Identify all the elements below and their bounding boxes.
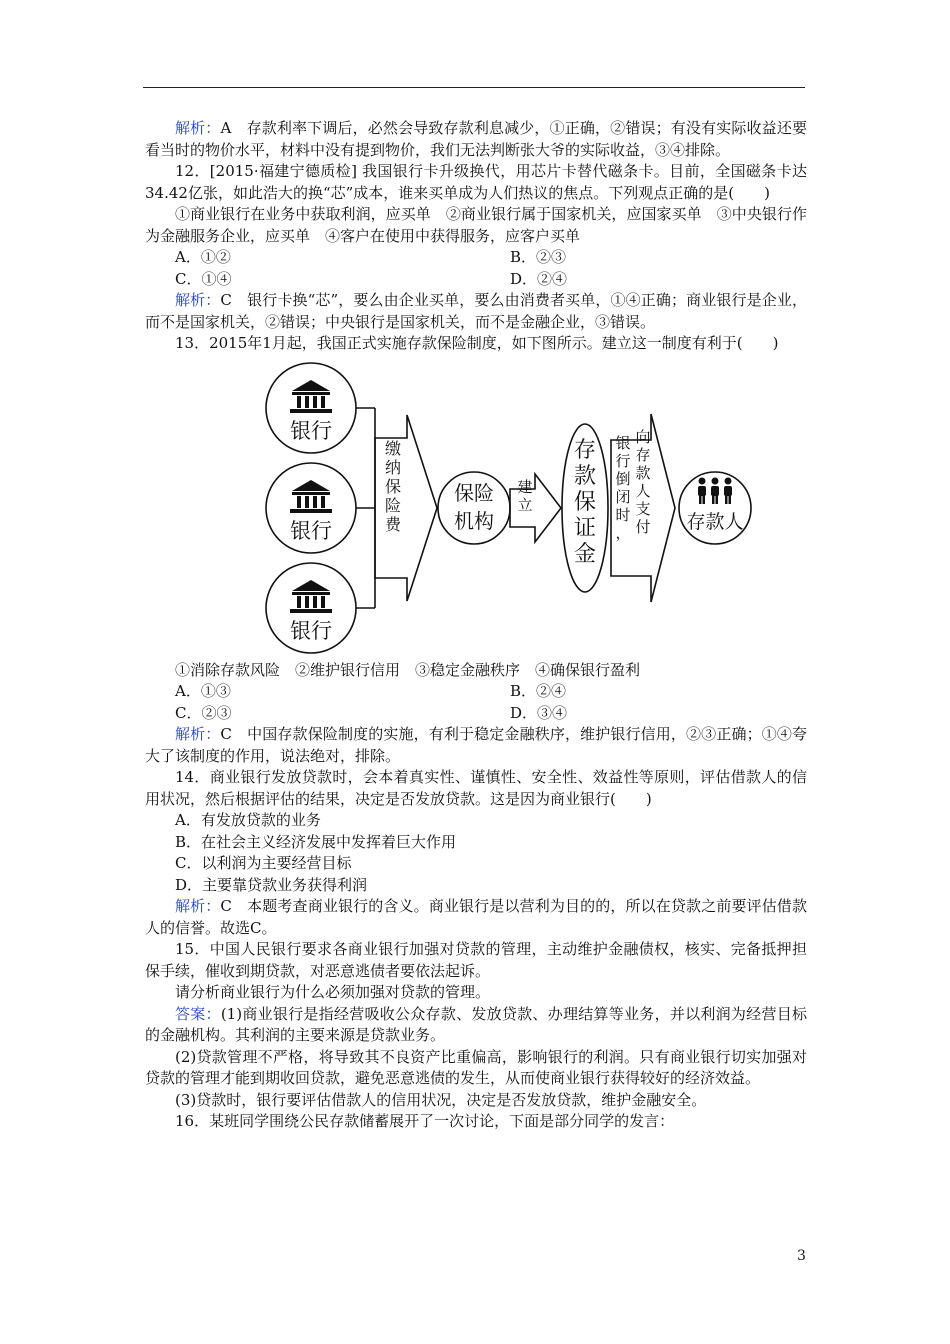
q14-option-a: A．有发放贷款的业务 <box>175 811 321 829</box>
q13-option-a: A．①③ <box>175 682 231 700</box>
q11-analysis: 解析：A 存款利率下调后，必然会导致存款利息减少，①正确，②错误；有没有实际收益还要看当时的物价水平，材料中没有提到物价，我们无法判断张大爷的实际收益，③④排除。 <box>145 119 807 159</box>
q15-stem: 15．中国人民银行要求各商业银行加强对贷款的管理，主动维护金融债权，核实、完备抵押担保手续，催收到期贷款，对恶意逃债者要依法起诉。 <box>145 940 807 980</box>
q12-statements: ①商业银行在业务中获取利润，应买单 ②商业银行属于国家机关，应国家买单 ③中央银行作为金融服务企业，应买单 ④客户在使用中获得服务，应客户买单 <box>145 205 807 245</box>
bank-building-icon <box>290 380 332 413</box>
arrow-establish-label: 建立 <box>517 477 533 514</box>
people-icon <box>698 477 732 504</box>
q12-option-a: A．①② <box>175 248 231 266</box>
analysis-label: 解析： <box>175 897 221 915</box>
q13-analysis: 解析：C 中国存款保险制度的实施，有利于稳定金融秩序，维护银行信用，②③正确；①④夸大了该制度的作用，说法绝对，排除。 <box>145 725 807 765</box>
q12-options-row1 <box>145 247 807 269</box>
q12-option-d: D．②④ <box>510 269 568 288</box>
insurer-label-2: 机构 <box>454 508 494 533</box>
bank-label-3: 银行 <box>290 618 332 643</box>
q15-answer-2: (2)贷款管理不严格，将导致其不良资产比重偏高，影响银行的利润。只有商业银行切实加强对贷款的管理才能到期收回贷款，避免恶意逃债的发生，从而使商业银行获得较好的经济效益。 <box>145 1047 807 1087</box>
analysis-label: 解析： <box>175 291 221 309</box>
analysis-label: 解析： <box>175 725 221 743</box>
q14-option-c: C．以利润为主要经营目标 <box>175 854 352 872</box>
page-content <box>145 118 807 1133</box>
q13-option-c: C．②③ <box>175 703 232 722</box>
arrow-pay-label-col2: 向存款人支付 <box>635 427 651 536</box>
arrow-pay-premium-label: 缴纳保险费 <box>384 438 402 534</box>
analysis-label: 解析： <box>175 119 221 137</box>
q14-stem: 14．商业银行发放贷款时，会本着真实性、谨慎性、安全性、效益性等原则，评估借款人的信用状况，然后根据评估的结果，决定是否发放贷款。这是因为商业银行( ) <box>145 768 807 808</box>
q13-option-d: D．③④ <box>510 703 568 722</box>
answer-label: 答案： <box>175 1004 221 1023</box>
q15-question: 请分析商业银行为什么必须加强对贷款的管理。 <box>175 983 491 1001</box>
q12-analysis: 解析：C 银行卡换“芯”，要么由企业买单，要么由消费者买单，①④正确；商业银行是企业，而不是国家机关，②错误；中央银行是国家机关，而不是金融企业，③错误。 <box>145 291 807 331</box>
q14-option-b: B．在社会主义经济发展中发挥着巨大作用 <box>175 832 457 851</box>
q13-stem: 13．2015年1月起，我国正式实施存款保险制度，如下图所示。建立这一制度有利于( ) <box>175 334 779 352</box>
q12-option-b: B．②③ <box>510 248 567 266</box>
depositor-label: 存款人 <box>686 510 744 533</box>
q14-analysis: 解析：C 本题考查商业银行的含义。商业银行是以营利为目的的，所以在贷款之前要评估借款人的信誉。故选C。 <box>145 897 807 937</box>
header-rule <box>143 87 805 88</box>
page-number: 3 <box>797 1248 806 1264</box>
bank-label-2: 银行 <box>290 518 332 543</box>
q12-options-row2 <box>145 269 807 291</box>
q15-answer-1: 答案：(1)商业银行是指经营吸收公众存款、发放贷款、办理结算等业务，并以利润为经营目标的金融机构。其利润的主要来源是贷款业务。 <box>145 1004 807 1044</box>
q14-option-d: D．主要靠贷款业务获得利润 <box>175 875 368 894</box>
q15-answer-3: (3)贷款时，银行要评估借款人的信用状况，决定是否发放贷款，维护金融安全。 <box>175 1090 707 1109</box>
bank-building-icon <box>290 580 332 613</box>
q13-options-row2 <box>145 703 807 725</box>
q12-option-c: C．①④ <box>175 269 232 288</box>
arrow-pay-label-col1: 银行倒闭时， <box>615 433 631 542</box>
deposit-insurance-diagram <box>145 360 807 658</box>
diagram-svg <box>265 360 825 656</box>
q13-options-row1 <box>145 681 807 703</box>
bank-label-1: 银行 <box>290 418 332 443</box>
insurer-label-1: 保险 <box>454 480 494 505</box>
q16-stem: 16．某班同学围绕公民存款储蓄展开了一次讨论，下面是部分同学的发言： <box>175 1112 675 1130</box>
q13-option-b: B．②④ <box>510 682 567 700</box>
fund-label: 存款保证金 <box>573 437 597 567</box>
q12-stem: 12．[2015·福建宁德质检] 我国银行卡升级换代，用芯片卡替代磁条卡。目前，全国磁条卡达34.42亿张，如此浩大的换“芯”成本，谁来买单成为人们热议的焦点。下列观点正确的是( ) <box>145 162 807 202</box>
bank-building-icon <box>290 480 332 513</box>
q13-statements: ①消除存款风险 ②维护银行信用 ③稳定金融秩序 ④确保银行盈利 <box>175 660 641 679</box>
